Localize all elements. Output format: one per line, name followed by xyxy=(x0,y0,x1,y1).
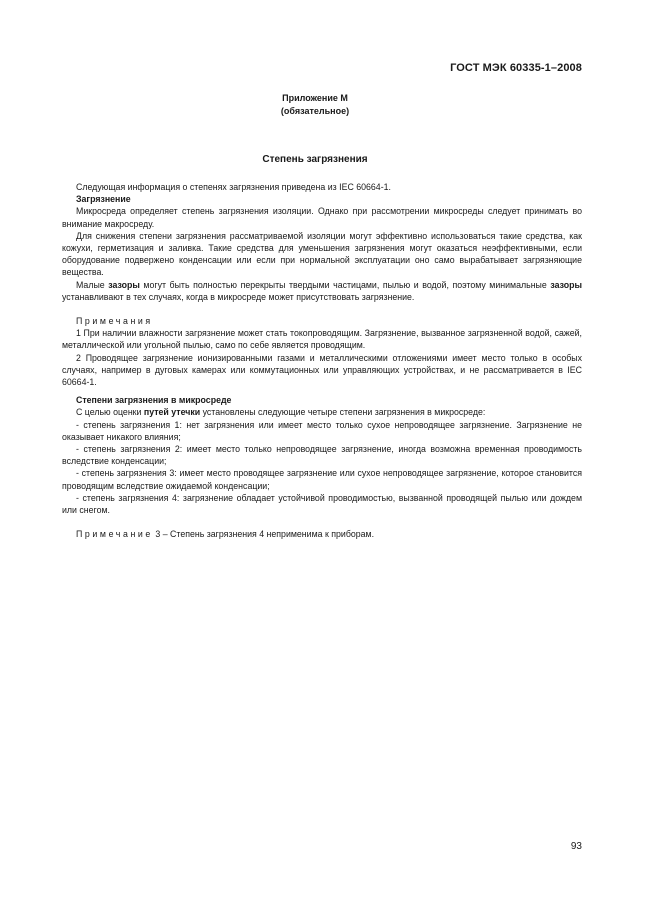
notes-label: Примечания xyxy=(76,316,153,327)
note-2: 2 Проводящее загрязнение ионизированными газами и металлическими отложениями имеет место только в особых случаях, например в дуговых камерах или коммутационных или управляющих устройствах, и не рассматривается в IEC 60664-1. xyxy=(62,352,582,388)
micro-environment-paragraph: Микросреда определяет степень загрязнения изоляции. Однако при рассмотрении микросреды следует принимать во внимание макросреду. xyxy=(62,206,582,229)
gaps-text-3: устанавливают в тех случаях, когда в микросреде может присутствовать загрязнение. xyxy=(62,291,415,302)
gaps-term-2: зазоры xyxy=(550,279,582,290)
gaps-paragraph xyxy=(62,279,582,303)
final-note-label: Примечание xyxy=(76,529,153,540)
standard-code: ГОСТ МЭК 60335-1–2008 xyxy=(450,62,582,74)
degree-3: - степень загрязнения 3: имеет место проводящее загрязнение или сухое непроводящее загрязнение, которое становится проводящим вследствие ожидаемой конденсации; xyxy=(62,468,582,491)
degrees-intro-text-2: установлены следующие четыре степени загрязнения в микросреде: xyxy=(200,407,486,418)
reduction-paragraph: Для снижения степени загрязнения рассматриваемой изоляции могут эффективно использоваться такие средства, как кожухи, герметизация и заливка. Такие средства для уменьшения загрязнения могут оказаться неэффективными, если оборудование подвержено конденсации или если при нормальной эксплуатации оно само вырабатывает загрязняющие вещества. xyxy=(62,230,582,278)
degrees-intro xyxy=(62,406,582,418)
intro-paragraph: Следующая информация о степенях загрязнения приведена из IEC 60664-1. xyxy=(76,182,391,192)
annex-heading xyxy=(0,92,630,118)
final-note xyxy=(62,528,582,540)
annex-status: (обязательное) xyxy=(280,106,350,116)
page-number: 93 xyxy=(570,841,582,852)
degree-1: - степень загрязнения 1: нет загрязнения или имеет место только сухое непроводящее загрязнение. Загрязнение не оказывает никакого влияния; xyxy=(62,419,582,442)
document-body xyxy=(62,181,582,540)
section-title: Степень загрязнения xyxy=(262,154,368,165)
degree-4: - степень загрязнения 4: загрязнение обладает устойчивой проводимостью, вызванной проводящей пылью или дождем или снегом. xyxy=(62,492,582,516)
degrees-intro-term: путей утечки xyxy=(143,407,201,418)
degrees-heading: Степени загрязнения в микросреде xyxy=(76,395,232,406)
annex-title: Приложение М xyxy=(282,93,348,103)
degrees-intro-text-1: С целью оценки xyxy=(76,407,144,418)
gaps-text-1: Малые xyxy=(76,279,109,290)
gaps-term-1: зазоры xyxy=(108,279,140,290)
note-1: 1 При наличии влажности загрязнение может стать токопроводящим. Загрязнение, вызванное загрязненной водой, сажей, металлической или угольной пылью, само по себе является проводящим. xyxy=(62,328,582,351)
degree-2: - степень загрязнения 2: имеет место только непроводящее загрязнение, иногда возможна временная проводимость вследствие конденсации; xyxy=(62,444,582,467)
pollution-heading: Загрязнение xyxy=(76,194,131,205)
gaps-text-2: могут быть полностью перекрыты твердыми частицами, пылью и водой, поэтому минимальные xyxy=(139,279,551,290)
final-note-text: 3 – Степень загрязнения 4 неприменима к приборам. xyxy=(152,529,375,540)
